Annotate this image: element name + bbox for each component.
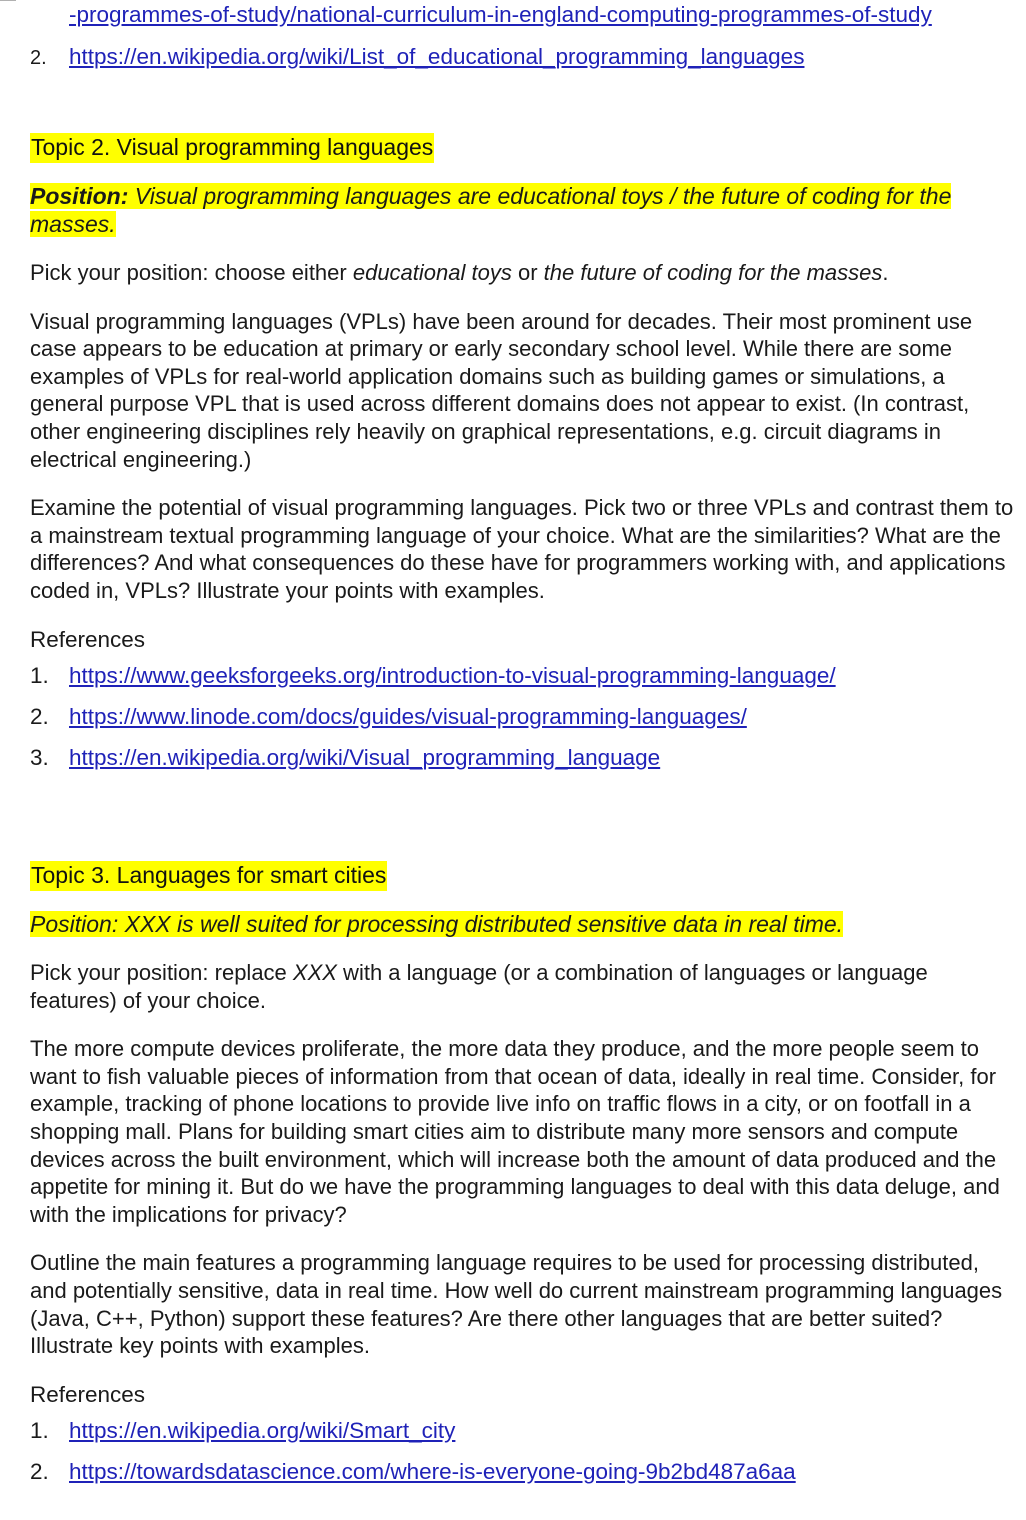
reference-link[interactable]: https://towardsdatascience.com/where-is-everyone-going-9b2bd487a6aa bbox=[69, 1458, 796, 1484]
reference-item bbox=[30, 1458, 1020, 1499]
topic-2-references-list bbox=[30, 662, 1020, 785]
topic-2-paragraph-1: Visual programming languages (VPLs) have been around for decades. Their most prominent use case appears to be education at primary or early secondary school level. While there are some examples of VPLs for real-world application domains such as building games or simulations, a general purpose VPL that is used across different domains does not appear to exist. (In contrast, other engineering disciplines rely heavily on graphical representations, e.g. circuit diagrams in electrical engineering.) bbox=[30, 308, 973, 472]
reference-item bbox=[30, 744, 1020, 785]
reference-link-continued[interactable]: -programmes-of-study/national-curriculum-in-england-computing-programmes-of-study bbox=[69, 2, 932, 27]
reference-item bbox=[30, 703, 1020, 744]
position-text: Position: XXX is well suited for processing distributed sensitive data in real time. bbox=[30, 911, 844, 937]
position-text: Visual programming languages are educational toys / the future of coding for the masses. bbox=[30, 183, 952, 237]
pick-text: with a language (or a combination of languages or language features) of your choice. bbox=[30, 960, 928, 1013]
reference-number: 2. bbox=[30, 703, 49, 729]
topic-2-paragraph-2: Examine the potential of visual programming languages. Pick two or three VPLs and contrast them to a mainstream textual programming language of your choice. What are the similarities? What are the differences? And what consequences do these have for programmers working with, and applications coded in, VPLs? Illustrate your points with examples. bbox=[30, 495, 1014, 603]
reference-item bbox=[30, 1417, 1020, 1458]
topic-3-references-title: References bbox=[30, 1381, 146, 1407]
reference-link[interactable]: https://en.wikipedia.org/wiki/List_of_educational_programming_languages bbox=[69, 44, 805, 69]
pick-text: Pick your position: replace bbox=[30, 960, 293, 985]
topic-3-paragraph-2: Outline the main features a programming language requires to be used for processing distributed, and potentially sensitive, data in real time. How well do current mainstream programming languages (Java, C++, Python) support these features? Are there other languages that are better suited? Illustrate key points with examples. bbox=[30, 1250, 1003, 1359]
topic-3-references-list bbox=[30, 1417, 1020, 1499]
pick-text: Pick your position: choose either bbox=[30, 260, 353, 285]
reference-number: 2. bbox=[30, 47, 47, 69]
topic-3-heading: Topic 3. Languages for smart cities bbox=[30, 861, 387, 891]
pick-option-2: the future of coding for the masses bbox=[543, 260, 883, 285]
topic-3-position bbox=[30, 910, 1020, 938]
reference-number: 1. bbox=[30, 1417, 49, 1443]
position-label: Position: bbox=[30, 183, 129, 209]
reference-link[interactable]: https://www.geeksforgeeks.org/introduction-to-visual-programming-language/ bbox=[69, 662, 836, 688]
pick-option-1: educational toys bbox=[352, 260, 512, 285]
reference-number: 3. bbox=[30, 744, 49, 770]
topic-2-references-title: References bbox=[30, 626, 146, 652]
topic-2-heading: Topic 2. Visual programming languages bbox=[30, 133, 434, 163]
topic-3-pick-instruction bbox=[30, 959, 1020, 1014]
pick-text: or bbox=[511, 260, 544, 285]
topic-3-paragraph-1: The more compute devices proliferate, the more data they produce, and the more people seem to want to fish valuable pieces of information from that ocean of data, ideally in real time. Consider, for example, tracking of phone locations to provide live info on traffic flows in a city, or on footfall in a shopping mall. Plans for building smart cities aim to distribute many more sensors and compute devices across the built environment, which will increase both the amount of data produced and the appetite for mining it. But do we have the programming languages to deal with this data deluge, and with the implications for privacy? bbox=[30, 1036, 1000, 1227]
reference-item bbox=[30, 43, 804, 84]
topic-2-position bbox=[30, 182, 1020, 238]
pick-text: . bbox=[882, 260, 889, 285]
topic-2-pick-instruction bbox=[30, 259, 1020, 287]
reference-number: 2. bbox=[30, 1458, 49, 1484]
reference-link[interactable]: https://en.wikipedia.org/wiki/Smart_city bbox=[69, 1417, 456, 1443]
reference-item bbox=[30, 662, 1020, 703]
topic-3-section bbox=[30, 860, 1020, 1499]
page-corner-mark bbox=[0, 0, 16, 1]
reference-number: 1. bbox=[30, 662, 49, 688]
pick-placeholder: XXX bbox=[292, 960, 337, 985]
reference-link[interactable]: https://en.wikipedia.org/wiki/Visual_programming_language bbox=[69, 744, 661, 770]
previous-references-list bbox=[30, 43, 804, 84]
topic-2-section bbox=[30, 132, 1020, 785]
reference-link[interactable]: https://www.linode.com/docs/guides/visual-programming-languages/ bbox=[69, 703, 747, 729]
